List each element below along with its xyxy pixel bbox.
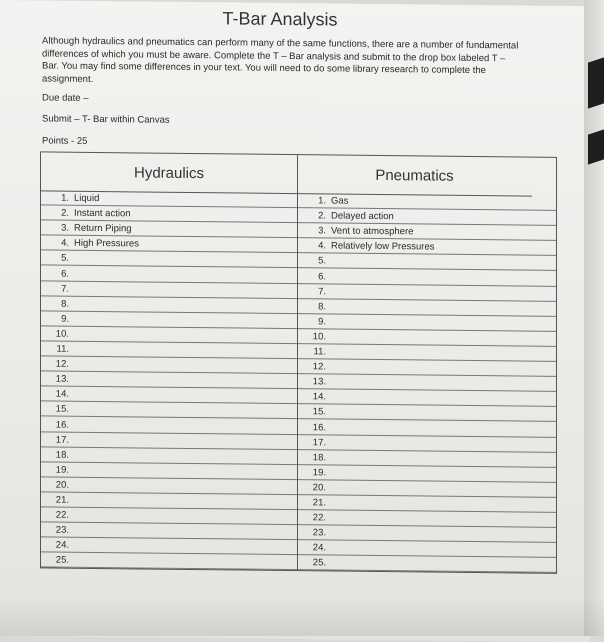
row-number: 15. [55,403,69,416]
row-number: 9. [61,313,69,325]
row-number: 1. [61,192,69,204]
row-number: 21. [55,494,69,506]
row-number: 14. [55,388,69,401]
row-number: 25. [312,557,326,569]
row-number: 9. [318,316,326,328]
row-number: 25. [55,554,69,567]
row-number: 12. [55,358,69,370]
row-entry: Vent to atmosphere [331,225,414,238]
row-number: 20. [312,482,326,494]
row-number: 16. [312,421,326,433]
row-number: 12. [312,361,326,373]
pneumatics-heading: Pneumatics [297,155,532,196]
due-date-label: Due date – [42,92,89,104]
row-number: 22. [55,509,69,521]
row-number: 2. [61,207,69,219]
row-number: 13. [55,373,69,385]
table-row [298,556,556,574]
row-entry: High Pressures [74,238,139,250]
row-number: 11. [313,346,326,358]
row-number: 17. [55,434,69,446]
row-number: 16. [55,419,69,431]
row-number: 8. [61,298,69,310]
row-number: 11. [56,343,69,355]
row-number: 19. [312,467,326,479]
row-entry: Instant action [74,207,131,220]
row-number: 22. [312,512,326,524]
row-entry: Gas [331,195,349,207]
row-number: 1. [318,195,326,207]
row-number: 17. [312,436,326,449]
row-number: 23. [55,524,69,536]
background-stripe [588,129,604,164]
intro-paragraph: Although hydraulics and pneumatics can perform many of the same functions, there are a number of fundamental differences of which you must be aware. Complete the T – Bar analysis and submit to the drop box labeled T – Bar. You may find some differences in your text. You will need to do some library research to complete the assignment. [42,35,519,85]
row-number: 5. [61,253,69,265]
photo-shadow [0,596,604,636]
row-number: 21. [312,497,326,509]
row-number: 8. [318,301,326,313]
row-number: 13. [312,376,326,388]
row-number: 7. [318,285,326,298]
row-number: 18. [312,451,326,464]
row-number: 24. [55,539,69,552]
row-number: 7. [61,283,69,295]
hydraulics-heading: Hydraulics [41,152,297,194]
points-label: Points - 25 [42,135,88,147]
row-number: 15. [312,406,326,418]
row-number: 3. [61,222,69,234]
row-entry: Delayed action [331,210,394,223]
row-number: 6. [318,270,326,282]
row-number: 5. [318,255,326,267]
table-row [41,553,297,571]
row-number: 10. [55,328,69,340]
row-number: 20. [55,479,69,491]
row-number: 10. [312,331,326,343]
submit-instructions: Submit – T- Bar within Canvas [42,113,170,126]
row-entry: Liquid [74,192,100,205]
background-stripe [588,57,604,108]
row-number: 18. [55,449,69,461]
row-number: 3. [318,225,326,237]
row-number: 6. [61,268,69,280]
row-number: 23. [312,527,326,539]
row-number: 14. [312,391,326,403]
row-number: 4. [61,237,69,250]
page-title: T-Bar Analysis [222,8,338,30]
row-number: 2. [318,210,326,222]
row-number: 4. [318,240,326,252]
t-bar-table [40,151,557,573]
row-entry: Relatively low Pressures [331,240,435,253]
row-number: 24. [312,542,326,554]
row-entry: Return Piping [74,222,132,235]
row-number: 19. [55,464,69,476]
